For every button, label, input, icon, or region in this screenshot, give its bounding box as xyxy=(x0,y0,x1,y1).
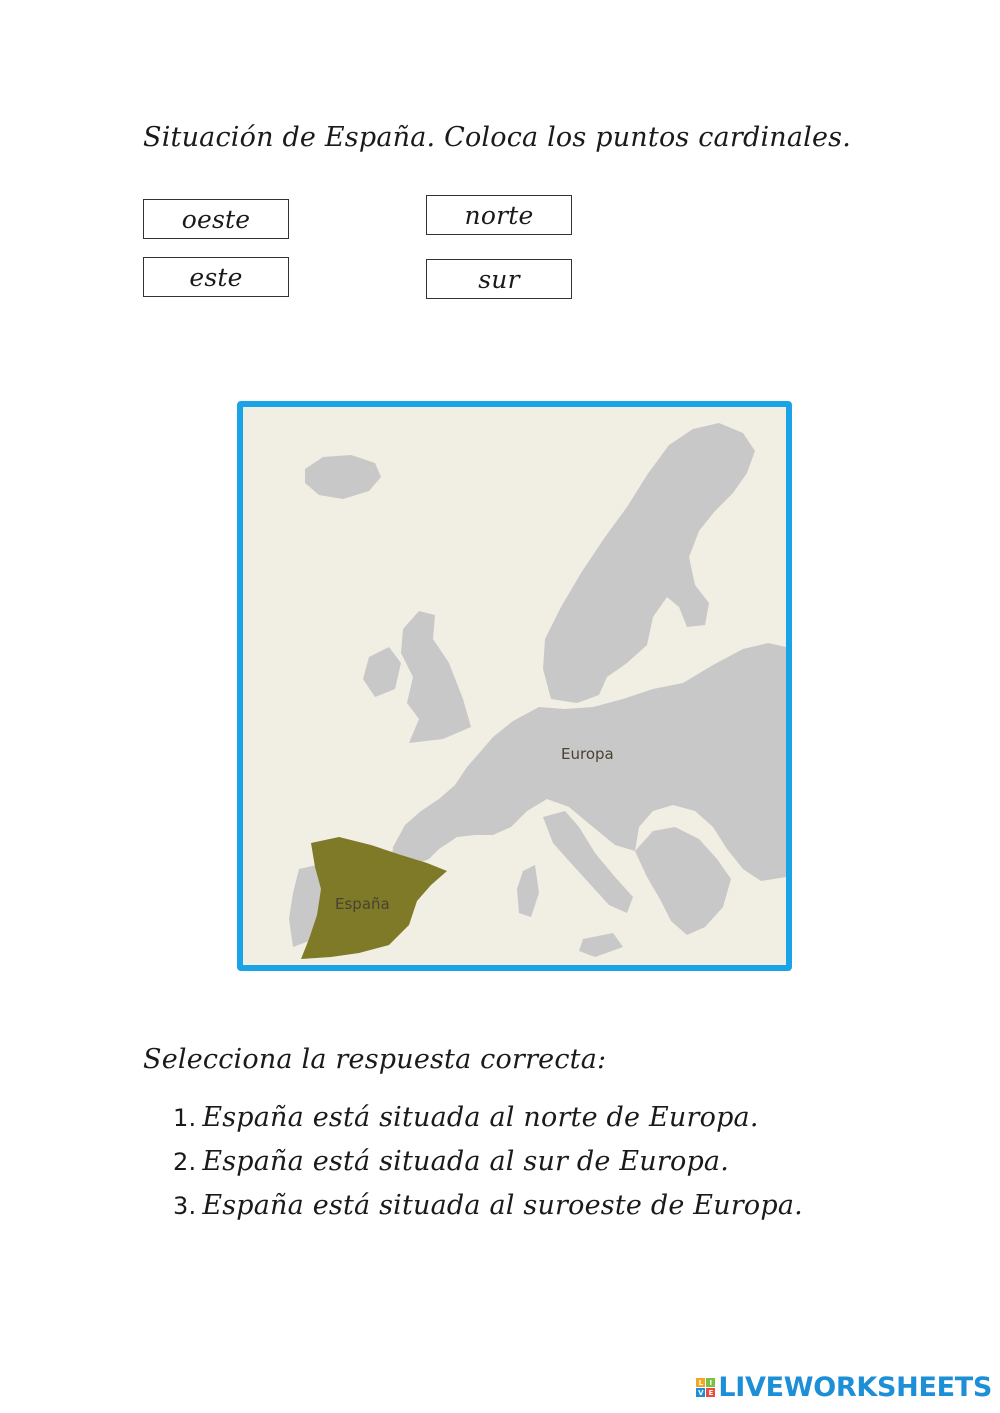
question-prompt: Selecciona la respuesta correcta: xyxy=(143,1044,607,1075)
answer-number: 3. xyxy=(173,1192,197,1220)
logo-grid-icon xyxy=(696,1378,715,1397)
answer-option-3[interactable] xyxy=(173,1184,803,1228)
word-box-norte[interactable]: norte xyxy=(426,195,572,235)
liveworksheets-logo xyxy=(696,1372,992,1403)
ireland-shape xyxy=(363,647,401,697)
answer-text: España está situada al norte de Europa. xyxy=(202,1102,759,1133)
instruction-title: Situación de España. Coloca los puntos cardinales. xyxy=(143,122,852,153)
europe-map xyxy=(237,401,792,971)
logo-letter-i: I xyxy=(706,1378,715,1387)
balkans-shape xyxy=(635,827,731,935)
iceland-shape xyxy=(305,455,381,499)
answer-option-2[interactable] xyxy=(173,1140,803,1184)
brand-name: LIVEWORKSHEETS xyxy=(718,1372,992,1403)
europe-map-drawing xyxy=(243,407,786,965)
answer-text: España está situada al sur de Europa. xyxy=(202,1146,730,1177)
answer-option-1[interactable] xyxy=(173,1096,803,1140)
sardinia-shape xyxy=(517,865,539,917)
map-label-europa: Europa xyxy=(561,745,614,763)
answer-number: 2. xyxy=(173,1148,197,1176)
answer-number: 1. xyxy=(173,1104,197,1132)
mainland-europe-shape xyxy=(391,423,786,881)
word-box-sur[interactable]: sur xyxy=(426,259,572,299)
sicily-shape xyxy=(579,933,623,957)
logo-letter-l: L xyxy=(696,1378,705,1387)
logo-letter-v: V xyxy=(698,1388,704,1397)
great-britain-shape xyxy=(401,611,471,743)
answer-text: España está situada al suroeste de Europa. xyxy=(202,1190,803,1221)
answer-options xyxy=(173,1096,803,1228)
word-box-este[interactable]: este xyxy=(143,257,289,297)
word-box-oeste[interactable]: oeste xyxy=(143,199,289,239)
logo-letter-e: E xyxy=(706,1388,715,1397)
map-label-espana: España xyxy=(335,895,390,913)
